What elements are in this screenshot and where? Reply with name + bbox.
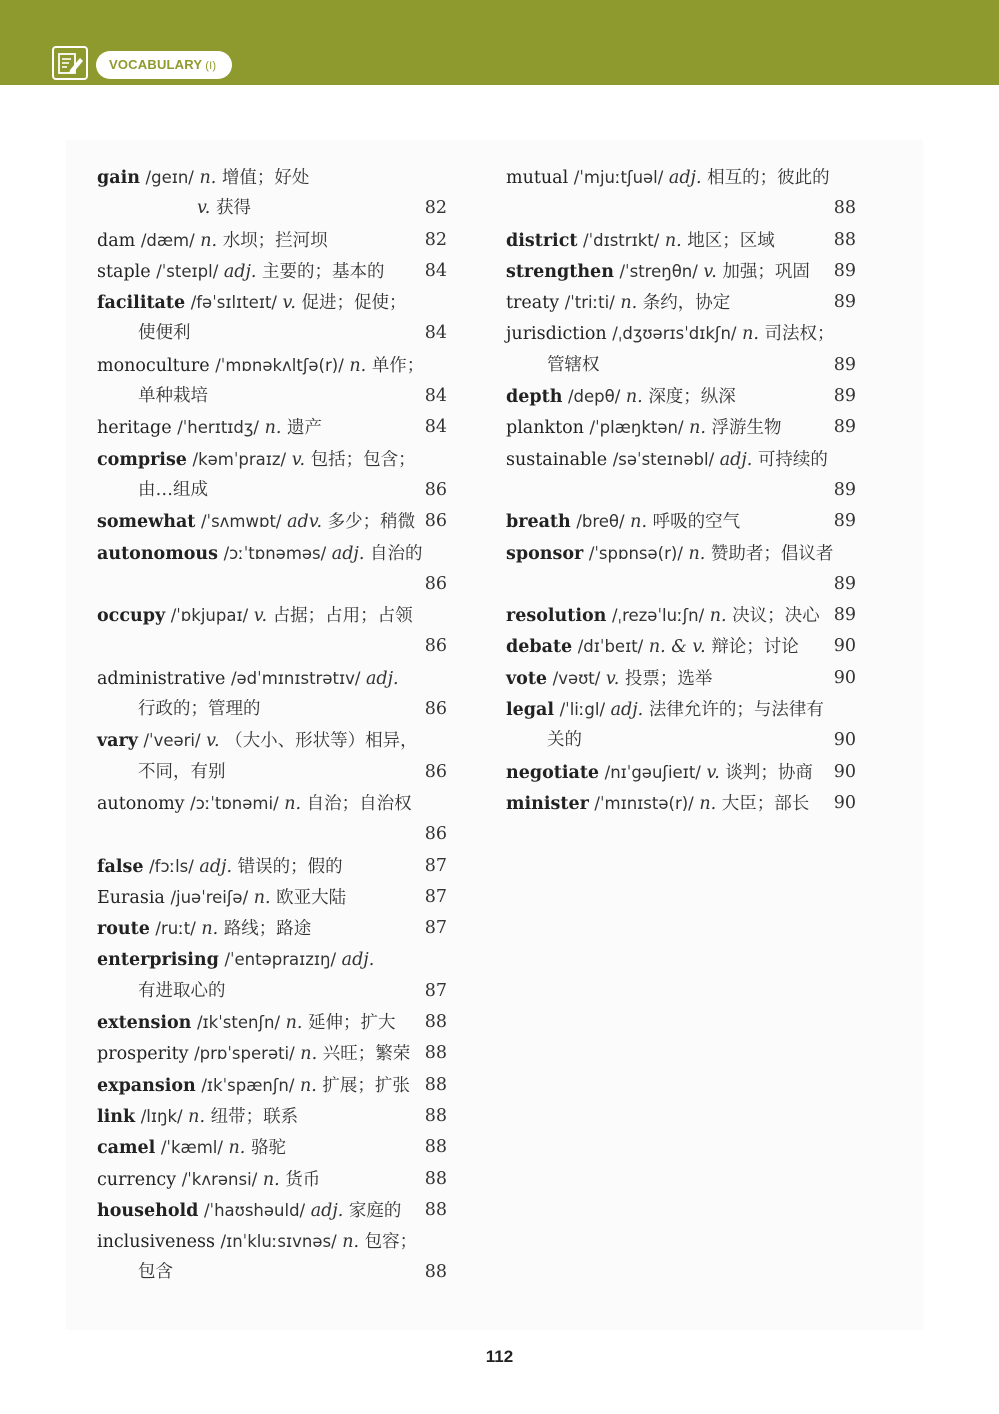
vocab-entry (97, 1195, 447, 1226)
headword: resolution (506, 606, 607, 627)
vocab-entry (97, 1070, 447, 1101)
phonetic: /ˈkæml/ (160, 1138, 223, 1158)
part-of-speech: n. (688, 543, 706, 564)
part-of-speech: n. (201, 919, 219, 940)
definition: 扩展；扩张 (322, 1075, 410, 1096)
definition: 深度；纵深 (648, 387, 736, 408)
entry-continuation (97, 757, 447, 788)
definition: 浮游生物 (711, 418, 782, 439)
phonetic: /ˈveəri/ (143, 731, 201, 751)
vocab-entry (97, 506, 447, 537)
part-of-speech: adj. (199, 856, 233, 877)
headword: extension (97, 1013, 192, 1034)
vocab-entry (506, 757, 856, 788)
page-ref: 89 (833, 605, 856, 626)
section-badge (96, 51, 232, 79)
phonetic: /ˌdʒʊərɪsˈdɪkʃn/ (612, 324, 737, 344)
phonetic: /kəmˈpraɪz/ (192, 449, 287, 469)
phonetic: /depθ/ (568, 387, 621, 407)
vocab-entry (97, 851, 447, 882)
page-ref: 88 (424, 1168, 447, 1189)
entry-continuation (97, 475, 447, 506)
headword: link (97, 1106, 136, 1127)
definition: 骆驼 (250, 1138, 286, 1159)
vocab-entry (506, 788, 856, 819)
part-of-speech: v. (706, 762, 720, 783)
phonetic: /ˈmɪnɪstə(r)/ (594, 793, 694, 813)
phonetic: /ˈliːgl/ (559, 700, 606, 720)
vocab-entry (97, 162, 447, 193)
headword: mutual (506, 168, 569, 188)
headword: occupy (97, 606, 166, 627)
phonetic: /juəˈreiʃə/ (170, 887, 249, 907)
vocab-entry (97, 1101, 447, 1132)
definition: 错误的；假的 (237, 856, 343, 877)
part-of-speech: adj. (366, 668, 399, 689)
definition: 大臣；部长 (721, 793, 810, 814)
part-of-speech: n. (689, 418, 706, 439)
phonetic: /ɔːˈtɒnəməs/ (223, 543, 327, 563)
vocab-entry (97, 1226, 447, 1257)
headword: gain (97, 168, 140, 188)
headword: somewhat (97, 512, 196, 533)
part-of-speech: n. (349, 355, 367, 376)
entry-continuation (97, 819, 447, 850)
part-of-speech: v. (206, 731, 220, 752)
headword: minister (506, 793, 589, 814)
entry-continuation (506, 350, 856, 381)
vocab-entry (97, 1007, 447, 1038)
part-of-speech: v. (703, 261, 717, 282)
part-of-speech: v. (253, 606, 268, 627)
definition: 家庭的 (348, 1200, 402, 1221)
entry-continuation (506, 725, 856, 756)
vocab-entry (506, 694, 856, 725)
phonetic: /dæm/ (140, 230, 195, 250)
page-ref: 82 (424, 229, 447, 250)
part-of-speech: n. (199, 168, 217, 188)
headword: strengthen (506, 261, 614, 282)
page-ref: 89 (833, 511, 856, 532)
page-ref: 86 (424, 824, 447, 845)
part-of-speech: adj. (341, 950, 375, 971)
definition: 法律允许的；与法律有 (648, 700, 824, 721)
vocab-entry (97, 600, 447, 631)
entry-continuation (506, 193, 856, 224)
headword: autonomy (97, 793, 185, 814)
vocab-entry (506, 600, 856, 631)
headword: prosperity (97, 1044, 189, 1065)
definition: 遗产 (287, 418, 322, 439)
definition: 相互的；彼此的 (707, 168, 830, 188)
phonetic: /ɪkˈstenʃn/ (196, 1013, 280, 1033)
headword: inclusiveness (97, 1232, 215, 1253)
definition: 延伸；扩大 (308, 1013, 396, 1034)
headword: enterprising (97, 950, 219, 971)
phonetic: /nɪˈgəuʃieɪt/ (604, 762, 701, 782)
vocab-entry (97, 1132, 447, 1163)
phonetic: /ˈmjuːtʃuəl/ (573, 168, 664, 187)
page-ref: 88 (424, 1074, 447, 1095)
definition: 条约，协定 (642, 293, 731, 314)
part-of-speech: adj. (223, 261, 257, 282)
part-of-speech: n. (300, 1075, 317, 1096)
page-ref: 90 (833, 636, 856, 657)
entry-continuation (97, 569, 447, 600)
page-ref: 89 (833, 386, 856, 407)
part-of-speech: n. (625, 387, 643, 408)
part-of-speech: n. & v. (648, 637, 706, 658)
entry-continuation (97, 976, 447, 1007)
phonetic: /ˈherɪtɪdʒ/ (177, 418, 259, 438)
vocab-entry (506, 663, 856, 694)
headword: sponsor (506, 543, 584, 564)
vocab-entry (506, 538, 856, 569)
definition: 赞助者；倡议者 (710, 543, 834, 564)
part-of-speech: n. (699, 793, 717, 814)
part-of-speech: adv. (287, 512, 323, 533)
page-ref: 86 (424, 479, 447, 500)
phonetic: /ˈmɒnəkʌltʃə(r)/ (215, 355, 344, 375)
badge-label: VOCABULARY (109, 57, 203, 72)
part-of-speech: n. (664, 230, 682, 251)
page-ref: 86 (424, 511, 447, 532)
page-ref: 89 (833, 354, 856, 375)
page-ref: 87 (424, 980, 447, 1001)
page-ref: 89 (833, 260, 856, 281)
definition: 辩论；讨论 (711, 637, 799, 658)
page-ref: 88 (833, 198, 856, 219)
definition: 可持续的 (757, 449, 828, 470)
vocab-entry (97, 444, 447, 475)
headword: route (97, 919, 150, 940)
entry-continuation (97, 193, 447, 224)
phonetic: /ˈsteɪpl/ (156, 261, 219, 281)
phonetic: /geɪn/ (145, 168, 194, 187)
phonetic: /ˈplæŋktən/ (589, 418, 684, 438)
definition: 占据；占用；占领 (272, 606, 413, 627)
headword: camel (97, 1138, 156, 1159)
definition: 货币 (285, 1169, 321, 1190)
headword: staple (97, 261, 151, 282)
page-ref: 89 (833, 292, 856, 313)
phonetic: /ədˈmɪnɪstrətɪv/ (230, 668, 361, 688)
part-of-speech: n. (284, 793, 302, 814)
vocab-entry (506, 412, 856, 443)
definition: 由…组成 (138, 479, 208, 500)
page-ref: 87 (424, 918, 447, 939)
page-ref: 82 (424, 198, 447, 219)
vocab-entry (506, 225, 856, 256)
definition: 决议；决心 (732, 606, 820, 627)
definition: 呼吸的空气 (652, 512, 741, 533)
definition: 单种栽培 (138, 386, 208, 407)
headword: autonomous (97, 543, 218, 564)
phonetic: /ˈentəpraɪzɪŋ/ (224, 950, 337, 970)
page-ref: 89 (833, 479, 856, 500)
page-ref: 86 (424, 636, 447, 657)
phonetic: /ˈkʌrənsi/ (181, 1169, 258, 1189)
definition: 多少；稍微 (327, 512, 416, 533)
definition: 增值；好处 (221, 168, 310, 188)
phonetic: /breθ/ (576, 512, 625, 532)
definition: 包含 (138, 1262, 173, 1283)
vocab-entry (506, 256, 856, 287)
part-of-speech: adj. (610, 700, 644, 721)
vocab-entry (97, 350, 447, 381)
page-ref: 84 (424, 417, 447, 438)
headword: dam (97, 230, 136, 251)
page-ref: 86 (424, 573, 447, 594)
definition: 纽带；联系 (210, 1106, 299, 1127)
headword: plankton (506, 418, 584, 439)
phonetic: /səˈsteɪnəbl/ (612, 449, 715, 469)
headword: district (506, 230, 578, 251)
definition: 关的 (547, 730, 582, 751)
vocab-entry (97, 913, 447, 944)
vocabulary-right-column (506, 162, 856, 819)
definition: 主要的；基本的 (262, 261, 385, 282)
page-ref: 87 (424, 886, 447, 907)
phonetic: /dɪˈbeɪt/ (577, 637, 644, 657)
part-of-speech: n. (264, 418, 282, 439)
definition: 自治；自治权 (306, 793, 412, 814)
page-ref: 88 (424, 1105, 447, 1126)
phonetic: /ɔːˈtɒnəmi/ (190, 793, 279, 813)
definition: 水坝；拦河坝 (222, 230, 328, 251)
definition: 自治的 (370, 543, 423, 564)
part-of-speech: v. (282, 293, 296, 314)
page-ref: 87 (424, 855, 447, 876)
headword: heritage (97, 418, 172, 439)
phonetic: /ɪkˈspænʃn/ (201, 1075, 295, 1095)
definition: 行政的；管理的 (138, 699, 261, 720)
definition: 促进；促使； (301, 293, 407, 314)
part-of-speech: v. (197, 198, 211, 219)
part-of-speech: n. (620, 293, 638, 314)
vocab-entry (97, 725, 447, 756)
vocab-entry (506, 381, 856, 412)
headword: household (97, 1200, 199, 1221)
part-of-speech: n. (342, 1232, 360, 1253)
entry-continuation (506, 475, 856, 506)
definition: 管辖权 (547, 354, 600, 375)
page-ref: 84 (424, 260, 447, 281)
headword: monoculture (97, 355, 210, 376)
headword: administrative (97, 668, 226, 689)
badge-sub: (I) (205, 60, 217, 72)
part-of-speech: n. (300, 1044, 318, 1065)
vocab-entry (97, 256, 447, 287)
headword: Eurasia (97, 887, 165, 908)
phonetic: /prɒˈsperəti/ (194, 1044, 295, 1064)
entry-continuation (97, 381, 447, 412)
page-ref: 90 (833, 792, 856, 813)
phonetic: /ɪnˈkluːsɪvnəs/ (220, 1232, 337, 1252)
vocab-entry (97, 412, 447, 443)
phonetic: /fɔːls/ (149, 856, 194, 876)
headword: vary (97, 731, 138, 752)
headword: comprise (97, 449, 187, 470)
definition: 包括；包含； (310, 449, 416, 470)
entry-continuation (97, 318, 447, 349)
headword: jurisdiction (506, 324, 607, 345)
headword: facilitate (97, 293, 186, 314)
vocab-entry (97, 663, 447, 694)
definition: 获得 (215, 198, 251, 219)
entry-continuation (506, 569, 856, 600)
page-ref: 90 (833, 761, 856, 782)
page-ref: 88 (424, 1262, 447, 1283)
definition: （大小、形状等）相异， (225, 731, 418, 752)
vocab-entry (97, 1164, 447, 1195)
definition: 包容； (364, 1232, 418, 1253)
page-ref: 84 (424, 323, 447, 344)
definition: 地区；区域 (687, 230, 775, 251)
headword: breath (506, 512, 571, 533)
page-ref: 88 (833, 229, 856, 250)
phonetic: /ˈstreŋθn/ (619, 261, 698, 281)
definition: 谈判；协商 (725, 762, 813, 783)
definition: 加强；巩固 (722, 261, 810, 282)
phonetic: /ˈdɪstrɪkt/ (583, 230, 660, 250)
part-of-speech: n. (709, 606, 727, 627)
entry-continuation (97, 1257, 447, 1288)
part-of-speech: v. (605, 668, 620, 689)
vocab-entry (97, 944, 447, 975)
phonetic: /ˈtriːti/ (564, 293, 615, 313)
phonetic: /fəˈsɪlɪteɪt/ (190, 293, 277, 313)
part-of-speech: n. (200, 230, 218, 251)
headword: negotiate (506, 762, 600, 783)
part-of-speech: n. (228, 1138, 246, 1159)
page-ref: 90 (833, 667, 856, 688)
page-ref: 84 (424, 386, 447, 407)
headword: depth (506, 387, 563, 408)
part-of-speech: v. (291, 449, 306, 470)
edit-notebook-icon (52, 46, 88, 80)
definition: 路线；路途 (223, 919, 312, 940)
part-of-speech: adj. (310, 1200, 344, 1221)
vocab-entry (506, 444, 856, 475)
part-of-speech: adj. (331, 543, 365, 564)
definition: 司法权； (764, 324, 835, 345)
part-of-speech: n. (630, 512, 648, 533)
vocab-entry (97, 538, 447, 569)
vocab-entry (506, 287, 856, 318)
definition: 兴旺；繁荣 (322, 1044, 411, 1065)
phonetic: /ˈɒkjupaɪ/ (170, 606, 249, 626)
phonetic: /vəʊt/ (552, 668, 601, 688)
headword: vote (506, 668, 548, 689)
definition: 有进取心的 (138, 980, 226, 1001)
page-ref: 89 (833, 417, 856, 438)
definition: 投票；选举 (624, 668, 713, 689)
phonetic: /ruːt/ (155, 919, 196, 939)
phonetic: /ˈspɒnsə(r)/ (588, 543, 683, 563)
vocab-entry (97, 287, 447, 318)
vocab-entry (506, 318, 856, 349)
page-ref: 90 (833, 730, 856, 751)
phonetic: /ˈsʌmwɒt/ (200, 512, 282, 532)
vocab-entry (97, 788, 447, 819)
page-ref: 88 (424, 1043, 447, 1064)
part-of-speech: n. (253, 887, 271, 908)
headword: expansion (97, 1075, 196, 1096)
definition: 不同，有别 (138, 761, 226, 782)
headword: currency (97, 1169, 177, 1190)
vocab-entry (506, 162, 856, 193)
headword: false (97, 856, 144, 877)
page-ref: 88 (424, 1199, 447, 1220)
part-of-speech: n. (188, 1106, 206, 1127)
page-ref: 88 (424, 1012, 447, 1033)
vocab-entry (506, 506, 856, 537)
headword: sustainable (506, 449, 608, 470)
definition: 单作； (371, 355, 425, 376)
vocabulary-left-column (97, 162, 447, 1289)
phonetic: /lɪŋk/ (140, 1106, 183, 1126)
headword: legal (506, 700, 555, 721)
definition: 使便利 (138, 323, 191, 344)
page-ref: 86 (424, 761, 447, 782)
vocab-entry (97, 1038, 447, 1069)
entry-continuation (97, 631, 447, 662)
page-ref: 88 (424, 1137, 447, 1158)
headword: treaty (506, 293, 560, 314)
part-of-speech: adj. (668, 168, 702, 188)
page-ref: 86 (424, 699, 447, 720)
phonetic: /ˈhaʊshəuld/ (203, 1200, 306, 1220)
vocab-entry (506, 631, 856, 662)
phonetic: /ˌrezəˈluːʃn/ (611, 606, 705, 626)
part-of-speech: n. (285, 1013, 303, 1034)
page-number: 112 (485, 1347, 514, 1366)
page-ref: 89 (833, 573, 856, 594)
definition: 欧亚大陆 (276, 887, 347, 908)
headword: debate (506, 637, 573, 658)
vocab-entry (97, 882, 447, 913)
part-of-speech: adj. (719, 449, 753, 470)
vocab-entry (97, 225, 447, 256)
part-of-speech: n. (262, 1169, 280, 1190)
part-of-speech: n. (742, 324, 759, 345)
entry-continuation (97, 694, 447, 725)
